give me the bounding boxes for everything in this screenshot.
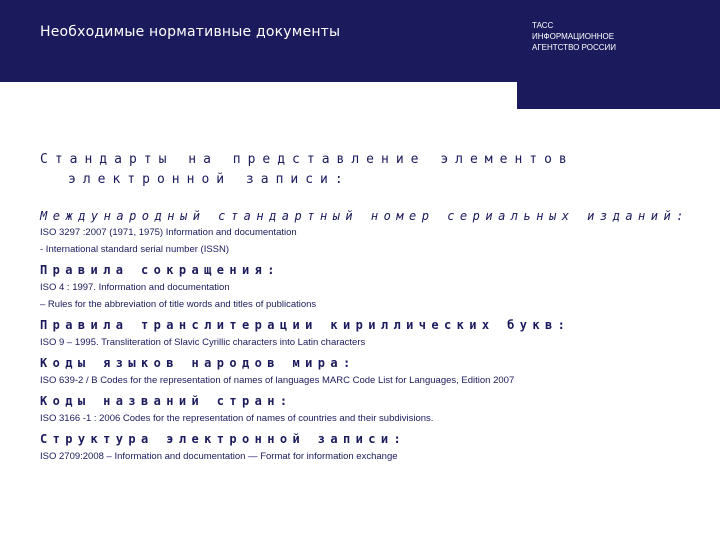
reference-line: ISO 3166 -1 : 2006 Codes for the representation of names of countries and their subdivisions. xyxy=(40,413,434,424)
section-abbreviation xyxy=(40,261,690,313)
reference-line: – Rules for the abbreviation of title words and titles of publications xyxy=(40,299,317,310)
section-heading: Коды языков народов мира: xyxy=(40,356,356,370)
section-country-codes xyxy=(40,392,690,427)
section-transliteration xyxy=(40,316,690,351)
reference-line: ISO 639-2 / B Codes for the representation of names of languages MARC Code List for Languages, Edition 2007 xyxy=(40,375,515,386)
reference-line: - International standard serial number (ISSN) xyxy=(40,244,230,255)
header-band-extension xyxy=(517,82,720,109)
content-body xyxy=(40,150,690,468)
main-heading: Стандарты на представление элементов электронной записи: xyxy=(40,152,574,187)
section-issn xyxy=(40,208,690,258)
section-language-codes xyxy=(40,354,690,389)
page-title: Необходимые нормативные документы xyxy=(40,24,341,40)
reference-line: ISO 4 : 1997. Information and documentation xyxy=(40,282,230,293)
section-record-structure xyxy=(40,430,690,465)
section-heading: Правила транслитерации кириллических букв: xyxy=(40,318,571,332)
reference-line: ISO 3297 :2007 (1971, 1975) Information and documentation xyxy=(40,227,297,238)
agency-logo-text xyxy=(532,20,616,53)
agency-line: ИНФОРМАЦИОННОЕ xyxy=(532,32,615,41)
reference-line: ISO 9 – 1995. Transliteration of Slavic Cyrillic characters into Latin characters xyxy=(40,337,366,348)
agency-line: АГЕНТСТВО РОССИИ xyxy=(532,43,617,52)
section-heading: Правила сокращения: xyxy=(40,263,280,277)
section-heading: Международный стандартный номер сериальных изданий: xyxy=(40,209,689,223)
reference-line: ISO 2709:2008 – Information and documentation — Format for information exchange xyxy=(40,451,398,462)
section-heading: Коды названий стран: xyxy=(40,394,293,408)
agency-line: ТАСС xyxy=(532,21,554,30)
section-heading: Структура электронной записи: xyxy=(40,432,407,446)
